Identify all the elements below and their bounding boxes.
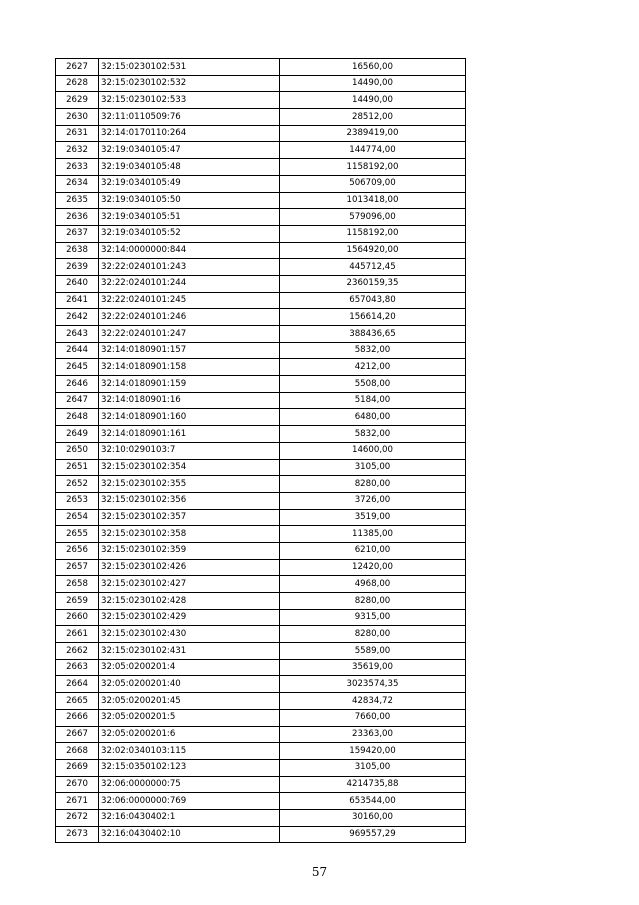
table-row — [56, 259, 466, 276]
row-number-cell: 2653 — [56, 492, 99, 509]
row-number-cell: 2640 — [56, 275, 99, 292]
row-number-cell: 2646 — [56, 376, 99, 393]
value-cell: 5832,00 — [280, 342, 466, 359]
table-row — [56, 392, 466, 409]
row-number-cell: 2665 — [56, 693, 99, 710]
cadastral-number-cell: 32:11:0110509:76 — [99, 109, 280, 126]
row-number-cell: 2641 — [56, 292, 99, 309]
value-cell: 14490,00 — [280, 75, 466, 92]
value-cell: 1013418,00 — [280, 192, 466, 209]
value-cell: 6210,00 — [280, 542, 466, 559]
cadastral-number-cell: 32:14:0180901:161 — [99, 426, 280, 443]
cadastral-number-cell: 32:15:0230102:357 — [99, 509, 280, 526]
row-number-cell: 2671 — [56, 793, 99, 810]
table-row — [56, 175, 466, 192]
row-number-cell: 2669 — [56, 759, 99, 776]
cadastral-number-cell: 32:14:0180901:158 — [99, 359, 280, 376]
value-cell: 653544,00 — [280, 793, 466, 810]
cadastral-number-cell: 32:15:0230102:426 — [99, 559, 280, 576]
value-cell: 445712,45 — [280, 259, 466, 276]
table-row — [56, 109, 466, 126]
value-cell: 144774,00 — [280, 142, 466, 159]
table-row — [56, 659, 466, 676]
table-row — [56, 442, 466, 459]
table-row — [56, 509, 466, 526]
cadastral-number-cell: 32:05:0200201:6 — [99, 726, 280, 743]
cadastral-value-table — [55, 58, 466, 843]
row-number-cell: 2661 — [56, 626, 99, 643]
cadastral-number-cell: 32:15:0230102:531 — [99, 59, 280, 76]
value-cell: 8280,00 — [280, 626, 466, 643]
value-cell: 42834,72 — [280, 693, 466, 710]
cadastral-number-cell: 32:19:0340105:49 — [99, 175, 280, 192]
row-number-cell: 2650 — [56, 442, 99, 459]
row-number-cell: 2664 — [56, 676, 99, 693]
row-number-cell: 2630 — [56, 109, 99, 126]
table-row — [56, 809, 466, 826]
table-row — [56, 576, 466, 593]
value-cell: 506709,00 — [280, 175, 466, 192]
cadastral-number-cell: 32:19:0340105:47 — [99, 142, 280, 159]
cadastral-number-cell: 32:06:0000000:75 — [99, 776, 280, 793]
row-number-cell: 2639 — [56, 259, 99, 276]
row-number-cell: 2654 — [56, 509, 99, 526]
cadastral-number-cell: 32:14:0000000:844 — [99, 242, 280, 259]
cadastral-number-cell: 32:14:0180901:157 — [99, 342, 280, 359]
cadastral-number-cell: 32:15:0230102:354 — [99, 459, 280, 476]
row-number-cell: 2627 — [56, 59, 99, 76]
table-row — [56, 309, 466, 326]
table-row — [56, 776, 466, 793]
value-cell: 23363,00 — [280, 726, 466, 743]
value-cell: 5184,00 — [280, 392, 466, 409]
table-row — [56, 609, 466, 626]
cadastral-number-cell: 32:15:0350102:123 — [99, 759, 280, 776]
table-row — [56, 75, 466, 92]
row-number-cell: 2628 — [56, 75, 99, 92]
row-number-cell: 2651 — [56, 459, 99, 476]
row-number-cell: 2667 — [56, 726, 99, 743]
value-cell: 8280,00 — [280, 593, 466, 610]
value-cell: 14600,00 — [280, 442, 466, 459]
value-cell: 6480,00 — [280, 409, 466, 426]
table-body — [56, 59, 466, 843]
table-row — [56, 326, 466, 343]
value-cell: 3105,00 — [280, 759, 466, 776]
row-number-cell: 2673 — [56, 826, 99, 843]
cadastral-number-cell: 32:14:0180901:160 — [99, 409, 280, 426]
value-cell: 7660,00 — [280, 709, 466, 726]
value-cell: 28512,00 — [280, 109, 466, 126]
cadastral-number-cell: 32:14:0180901:159 — [99, 376, 280, 393]
value-cell: 969557,29 — [280, 826, 466, 843]
cadastral-number-cell: 32:22:0240101:244 — [99, 275, 280, 292]
value-cell: 11385,00 — [280, 526, 466, 543]
cadastral-number-cell: 32:15:0230102:533 — [99, 92, 280, 109]
table-row — [56, 526, 466, 543]
cadastral-number-cell: 32:05:0200201:5 — [99, 709, 280, 726]
table-row — [56, 159, 466, 176]
value-cell: 579096,00 — [280, 209, 466, 226]
table-row — [56, 542, 466, 559]
value-cell: 3023574,35 — [280, 676, 466, 693]
cadastral-number-cell: 32:19:0340105:51 — [99, 209, 280, 226]
value-cell: 4214735,88 — [280, 776, 466, 793]
row-number-cell: 2637 — [56, 225, 99, 242]
value-cell: 1158192,00 — [280, 225, 466, 242]
value-cell: 2360159,35 — [280, 275, 466, 292]
cadastral-number-cell: 32:15:0230102:428 — [99, 593, 280, 610]
cadastral-number-cell: 32:15:0230102:427 — [99, 576, 280, 593]
cadastral-number-cell: 32:19:0340105:50 — [99, 192, 280, 209]
table-row — [56, 426, 466, 443]
cadastral-number-cell: 32:06:0000000:769 — [99, 793, 280, 810]
cadastral-number-cell: 32:15:0230102:355 — [99, 476, 280, 493]
value-cell: 156614,20 — [280, 309, 466, 326]
value-cell: 4212,00 — [280, 359, 466, 376]
table-row — [56, 225, 466, 242]
value-cell: 657043,80 — [280, 292, 466, 309]
row-number-cell: 2649 — [56, 426, 99, 443]
value-cell: 9315,00 — [280, 609, 466, 626]
table-row — [56, 793, 466, 810]
cadastral-number-cell: 32:16:0430402:1 — [99, 809, 280, 826]
row-number-cell: 2644 — [56, 342, 99, 359]
row-number-cell: 2659 — [56, 593, 99, 610]
cadastral-number-cell: 32:16:0430402:10 — [99, 826, 280, 843]
cadastral-number-cell: 32:14:0180901:16 — [99, 392, 280, 409]
value-cell: 159420,00 — [280, 743, 466, 760]
value-cell: 1158192,00 — [280, 159, 466, 176]
table-row — [56, 292, 466, 309]
cadastral-number-cell: 32:15:0230102:359 — [99, 542, 280, 559]
value-cell: 5508,00 — [280, 376, 466, 393]
cadastral-number-cell: 32:19:0340105:52 — [99, 225, 280, 242]
row-number-cell: 2655 — [56, 526, 99, 543]
value-cell: 14490,00 — [280, 92, 466, 109]
row-number-cell: 2645 — [56, 359, 99, 376]
table-row — [56, 192, 466, 209]
row-number-cell: 2663 — [56, 659, 99, 676]
row-number-cell: 2635 — [56, 192, 99, 209]
table-row — [56, 476, 466, 493]
table-row — [56, 409, 466, 426]
value-cell: 16560,00 — [280, 59, 466, 76]
value-cell: 3105,00 — [280, 459, 466, 476]
table-row — [56, 242, 466, 259]
table-row — [56, 376, 466, 393]
cadastral-number-cell: 32:14:0170110:264 — [99, 125, 280, 142]
cadastral-number-cell: 32:22:0240101:247 — [99, 326, 280, 343]
value-cell: 30160,00 — [280, 809, 466, 826]
table-row — [56, 693, 466, 710]
row-number-cell: 2632 — [56, 142, 99, 159]
page-number: 57 — [311, 865, 328, 879]
row-number-cell: 2657 — [56, 559, 99, 576]
cadastral-number-cell: 32:19:0340105:48 — [99, 159, 280, 176]
value-cell: 4968,00 — [280, 576, 466, 593]
cadastral-number-cell: 32:15:0230102:532 — [99, 75, 280, 92]
cadastral-number-cell: 32:15:0230102:431 — [99, 643, 280, 660]
table-row — [56, 676, 466, 693]
cadastral-number-cell: 32:15:0230102:429 — [99, 609, 280, 626]
table-row — [56, 359, 466, 376]
cadastral-number-cell: 32:15:0230102:356 — [99, 492, 280, 509]
cadastral-number-cell: 32:22:0240101:245 — [99, 292, 280, 309]
row-number-cell: 2643 — [56, 326, 99, 343]
table-row — [56, 643, 466, 660]
value-cell: 388436,65 — [280, 326, 466, 343]
row-number-cell: 2666 — [56, 709, 99, 726]
table-row — [56, 559, 466, 576]
table-row — [56, 125, 466, 142]
row-number-cell: 2652 — [56, 476, 99, 493]
row-number-cell: 2658 — [56, 576, 99, 593]
cadastral-number-cell: 32:05:0200201:40 — [99, 676, 280, 693]
table-row — [56, 492, 466, 509]
row-number-cell: 2660 — [56, 609, 99, 626]
table-row — [56, 275, 466, 292]
row-number-cell: 2629 — [56, 92, 99, 109]
row-number-cell: 2670 — [56, 776, 99, 793]
cadastral-number-cell: 32:05:0200201:45 — [99, 693, 280, 710]
value-cell: 12420,00 — [280, 559, 466, 576]
table-row — [56, 342, 466, 359]
value-cell: 2389419,00 — [280, 125, 466, 142]
row-number-cell: 2656 — [56, 542, 99, 559]
row-number-cell: 2631 — [56, 125, 99, 142]
cadastral-number-cell: 32:02:0340103:115 — [99, 743, 280, 760]
value-cell: 8280,00 — [280, 476, 466, 493]
value-cell: 3519,00 — [280, 509, 466, 526]
row-number-cell: 2642 — [56, 309, 99, 326]
table-row — [56, 59, 466, 76]
value-cell: 5832,00 — [280, 426, 466, 443]
cadastral-number-cell: 32:22:0240101:246 — [99, 309, 280, 326]
cadastral-number-cell: 32:10:0290103:7 — [99, 442, 280, 459]
row-number-cell: 2668 — [56, 743, 99, 760]
cadastral-number-cell: 32:05:0200201:4 — [99, 659, 280, 676]
row-number-cell: 2662 — [56, 643, 99, 660]
row-number-cell: 2634 — [56, 175, 99, 192]
table-row — [56, 826, 466, 843]
table-row — [56, 209, 466, 226]
value-cell: 5589,00 — [280, 643, 466, 660]
value-cell: 1564920,00 — [280, 242, 466, 259]
table-row — [56, 626, 466, 643]
value-cell: 3726,00 — [280, 492, 466, 509]
table-row — [56, 142, 466, 159]
table-row — [56, 759, 466, 776]
row-number-cell: 2647 — [56, 392, 99, 409]
table-row — [56, 743, 466, 760]
cadastral-number-cell: 32:15:0230102:430 — [99, 626, 280, 643]
row-number-cell: 2633 — [56, 159, 99, 176]
table-row — [56, 593, 466, 610]
table-row — [56, 726, 466, 743]
table-row — [56, 92, 466, 109]
table-row — [56, 709, 466, 726]
cadastral-number-cell: 32:22:0240101:243 — [99, 259, 280, 276]
row-number-cell: 2672 — [56, 809, 99, 826]
table-row — [56, 459, 466, 476]
row-number-cell: 2648 — [56, 409, 99, 426]
row-number-cell: 2638 — [56, 242, 99, 259]
row-number-cell: 2636 — [56, 209, 99, 226]
cadastral-number-cell: 32:15:0230102:358 — [99, 526, 280, 543]
value-cell: 35619,00 — [280, 659, 466, 676]
